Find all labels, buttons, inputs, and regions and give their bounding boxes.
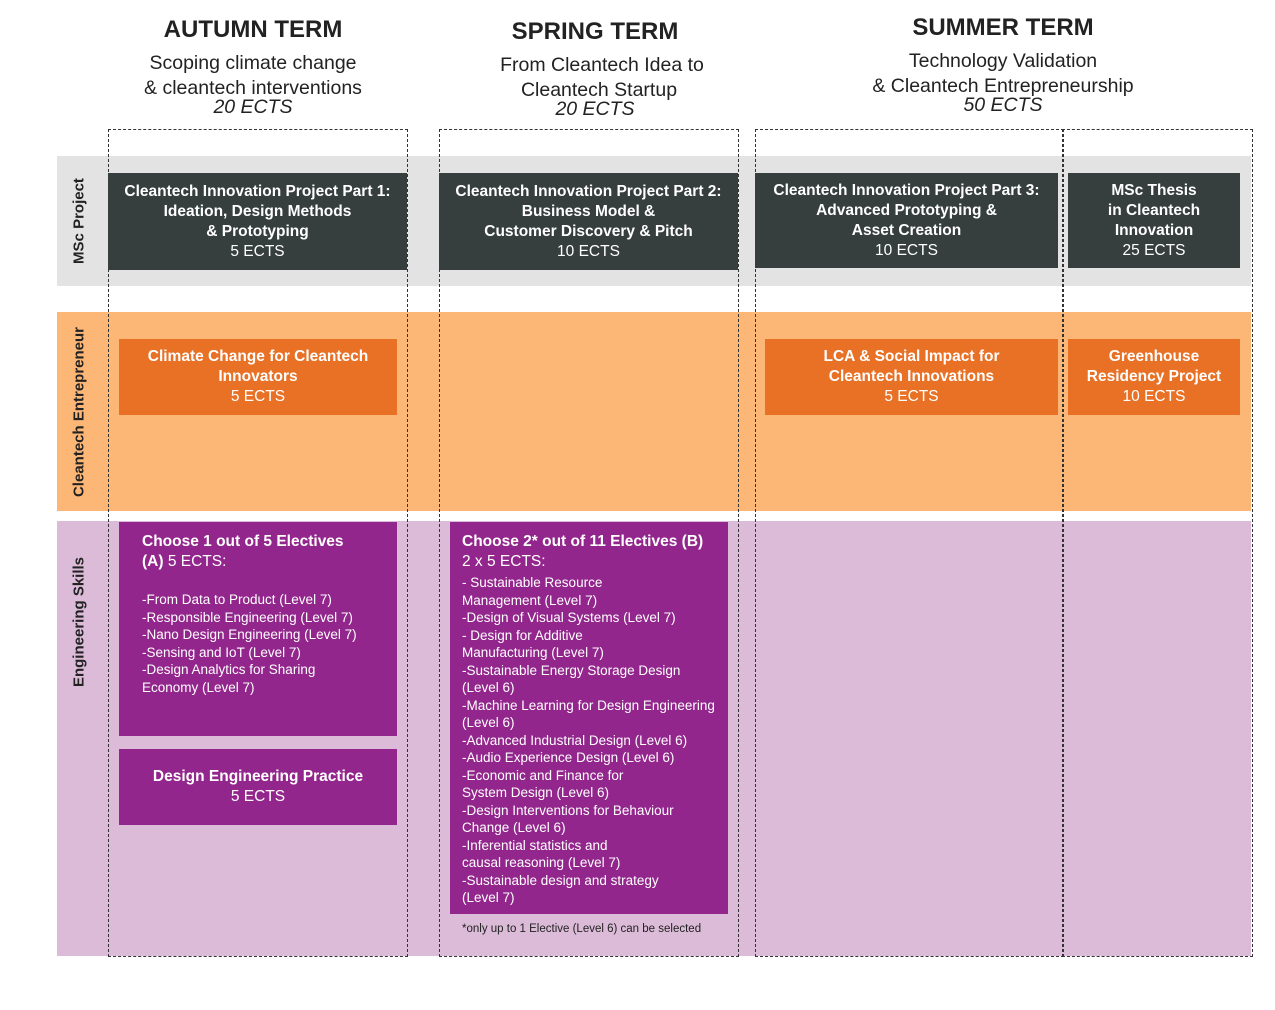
list-item: -Advanced Industrial Design (Level 6) xyxy=(462,732,688,748)
term-subtitle: Technology Validation xyxy=(908,50,1098,72)
module-ects: 25 ECTS xyxy=(1122,241,1186,259)
module-title: Cleantech Innovation Project Part 3: Advanced Prototyping & Asset Creation xyxy=(773,181,1040,239)
term-subtitle: Scoping climate change xyxy=(149,52,357,74)
msc-module-part2 xyxy=(439,173,738,270)
lca-social-impact-module xyxy=(765,339,1058,415)
module-ects: 10 ECTS xyxy=(875,241,938,259)
electives-a-heading-bold2: (A) xyxy=(142,553,164,570)
design-engineering-practice-module xyxy=(119,749,397,825)
module-title: LCA & Social Impact for Cleantech Innovations xyxy=(823,348,1000,385)
list-item: - Design for Additive Manufacturing (Level 7) xyxy=(462,627,604,660)
list-item: -Sustainable design and strategy (Level 7) xyxy=(462,872,659,905)
module-ects: 5 ECTS xyxy=(230,788,286,805)
row-label-engineering: Engineering Skills xyxy=(70,556,88,688)
module-title: Design Engineering Practice xyxy=(152,768,364,785)
term-ects: 20 ECTS xyxy=(555,98,635,120)
term-title: SPRING TERM xyxy=(511,18,679,45)
list-item: -Sensing and IoT (Level 7) xyxy=(142,644,301,660)
electives-a-list xyxy=(142,591,397,696)
list-item: -Audio Experience Design (Level 6) xyxy=(462,750,675,765)
greenhouse-residency-module xyxy=(1068,339,1240,415)
term-ects: 50 ECTS xyxy=(963,94,1043,116)
electives-a-heading xyxy=(142,532,397,572)
list-item: -Responsible Engineering (Level 7) xyxy=(142,609,353,625)
summer-term-header xyxy=(853,14,1153,117)
module-title: MSc Thesis in Cleantech Innovation xyxy=(1107,181,1201,239)
module-title: Cleantech Innovation Project Part 1: Ideation, Design Methods & Prototyping xyxy=(124,182,391,240)
module-title: Climate Change for Cleantech Innovators xyxy=(147,348,369,385)
module-ects: 5 ECTS xyxy=(230,242,285,260)
electives-b-heading-bold: Choose 2* out of 11 Electives (B) xyxy=(462,533,704,550)
list-item: -Design Analytics for Sharing Economy (Level 7) xyxy=(142,662,316,695)
electives-b-heading-rest: 2 x 5 ECTS: xyxy=(462,553,546,570)
row-label-entrepreneur: Cleantech Entrepreneur xyxy=(70,326,88,498)
electives-b-heading xyxy=(462,532,728,572)
module-ects: 5 ECTS xyxy=(230,388,286,405)
electives-a-heading-bold: Choose 1 out of 5 Electives xyxy=(142,533,344,550)
electives-b-box xyxy=(450,522,728,914)
msc-module-part1 xyxy=(108,173,407,270)
module-ects: 10 ECTS xyxy=(1122,388,1186,405)
electives-footnote: *only up to 1 Elective (Level 6) can be selected xyxy=(462,923,702,935)
term-title: AUTUMN TERM xyxy=(163,16,343,43)
term-subtitle: & cleantech interventions xyxy=(144,77,362,99)
electives-a-box xyxy=(119,522,397,736)
list-item: - Sustainable Resource Management (Level 7) xyxy=(462,575,603,608)
term-subtitle: & Cleantech Entrepreneurship xyxy=(872,75,1134,97)
list-item: -Design of Visual Systems (Level 7) xyxy=(462,610,676,625)
list-item: -Economic and Finance for System Design (Level 6) xyxy=(462,767,624,800)
msc-module-part3 xyxy=(755,173,1058,268)
msc-thesis-module xyxy=(1068,173,1240,268)
term-subtitle: Cleantech Startup xyxy=(520,79,678,101)
term-ects: 20 ECTS xyxy=(213,96,293,118)
term-subtitle: From Cleantech Idea to xyxy=(500,54,704,76)
list-item: -Sustainable Energy Storage Design (Level 6) xyxy=(462,662,681,695)
list-item: -From Data to Product (Level 7) xyxy=(142,592,332,607)
spring-term-header xyxy=(445,18,745,121)
list-item: -Inferential statistics and causal reasoning (Level 7) xyxy=(462,837,621,870)
list-item: -Design Interventions for Behaviour Change (Level 6) xyxy=(462,802,674,835)
module-ects: 5 ECTS xyxy=(884,388,939,405)
electives-a-heading-rest: 5 ECTS: xyxy=(163,553,227,570)
row-label-msc: MSc Project xyxy=(70,178,88,264)
climate-change-module xyxy=(119,339,397,415)
module-title: Greenhouse Residency Project xyxy=(1086,348,1222,385)
autumn-term-header xyxy=(103,16,403,119)
module-ects: 10 ECTS xyxy=(557,242,620,260)
list-item: -Nano Design Engineering (Level 7) xyxy=(142,627,357,642)
list-item: -Machine Learning for Design Engineering (Level 6) xyxy=(462,697,715,730)
electives-b-list xyxy=(462,574,728,907)
module-title: Cleantech Innovation Project Part 2: Business Model & Customer Discovery & Pitch xyxy=(455,182,722,240)
term-title: SUMMER TERM xyxy=(912,14,1094,41)
